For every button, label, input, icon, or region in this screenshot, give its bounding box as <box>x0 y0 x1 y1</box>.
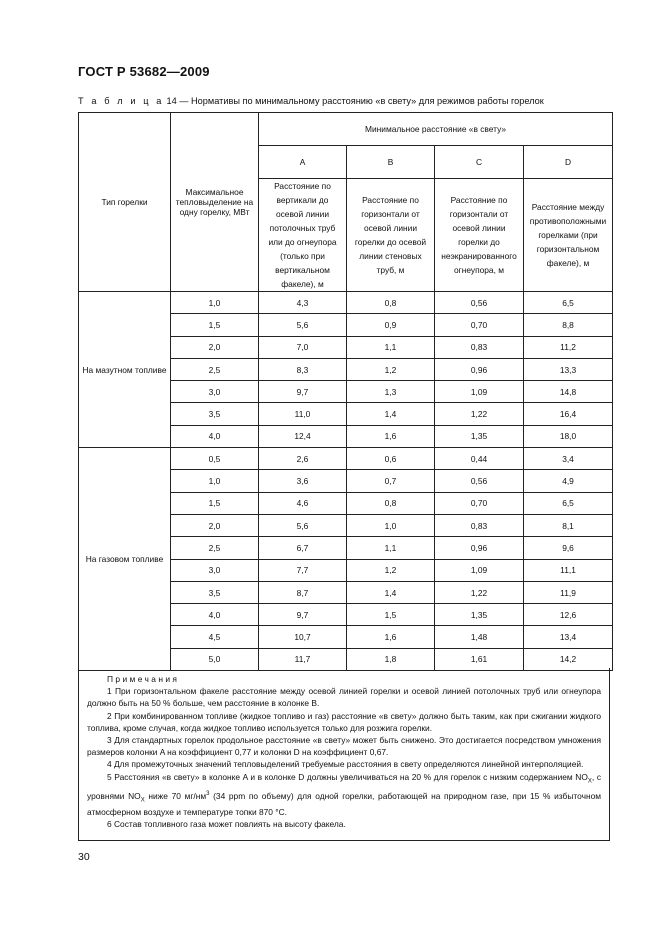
header-min-distance: Минимальное расстояние «в свету» <box>259 113 613 146</box>
table-notes <box>78 668 610 841</box>
header-desc-d: Расстояние между противоположными горелками (при горизонтальном факеле), м <box>524 179 613 292</box>
note-4: 4 Для промежуточных значений тепловыделений требуемые расстояния в свету определяются линейной интерполяцией. <box>107 759 584 770</box>
note-5-text-1: 5 Расстояния «в свету» в колонке A и в колонке D должны увеличиваться на 20 % для горелок с низким содержанием NO <box>107 771 588 782</box>
distance-cell: 4,6 <box>259 492 347 514</box>
power-cell: 3,0 <box>171 381 259 403</box>
header-col-c: C <box>435 146 524 179</box>
distance-cell: 6,5 <box>524 492 613 514</box>
table-row <box>79 292 613 314</box>
document-header: ГОСТ Р 53682—2009 <box>78 64 210 79</box>
distance-cell: 14,8 <box>524 381 613 403</box>
header-desc-b: Расстояние по горизонтали от осевой линии горелки до осевой линии стеновых труб, м <box>347 179 435 292</box>
distance-cell: 1,2 <box>347 358 435 380</box>
header-desc-c: Расстояние по горизонтали от осевой линии горелки до неэкранированного огнеупора, м <box>435 179 524 292</box>
distance-cell: 5,6 <box>259 314 347 336</box>
notes-heading: Примечания <box>107 674 180 684</box>
distance-cell: 1,6 <box>347 626 435 648</box>
distance-cell: 7,0 <box>259 336 347 358</box>
distance-cell: 6,7 <box>259 537 347 559</box>
header-desc-a: Расстояние по вертикали до осевой линии потолочных труб или до огнеупора (только при вертикальном факеле), м <box>259 179 347 292</box>
distance-cell: 1,09 <box>435 559 524 581</box>
distance-cell: 0,70 <box>435 314 524 336</box>
distance-cell: 4,9 <box>524 470 613 492</box>
distance-cell: 11,7 <box>259 648 347 670</box>
distance-cell: 0,83 <box>435 336 524 358</box>
distance-cell: 1,0 <box>347 514 435 536</box>
distance-cell: 11,0 <box>259 403 347 425</box>
table-caption-text: 14 — Нормативы по минимальному расстоянию «в свету» для режимов работы горелок <box>166 96 544 106</box>
distance-cell: 0,8 <box>347 492 435 514</box>
distance-cell: 0,7 <box>347 470 435 492</box>
distance-cell: 0,56 <box>435 470 524 492</box>
power-cell: 1,0 <box>171 292 259 314</box>
table-caption-label: Т а б л и ц а <box>78 96 164 106</box>
distance-cell: 0,96 <box>435 358 524 380</box>
power-cell: 1,0 <box>171 470 259 492</box>
note-5-sub-2: X <box>140 796 145 803</box>
distance-cell: 1,1 <box>347 336 435 358</box>
header-col-b: B <box>347 146 435 179</box>
table-row <box>79 448 613 470</box>
distance-cell: 13,4 <box>524 626 613 648</box>
power-cell: 5,0 <box>171 648 259 670</box>
distance-cell: 0,70 <box>435 492 524 514</box>
distance-cell: 1,61 <box>435 648 524 670</box>
distance-cell: 1,48 <box>435 626 524 648</box>
header-burner-type: Тип горелки <box>79 113 171 292</box>
distance-cell: 1,8 <box>347 648 435 670</box>
power-cell: 1,5 <box>171 314 259 336</box>
note-2: 2 При комбинированном топливе (жидкое топливо и газ) расстояние «в свету» должно быть таким, как при сжигании жидкого топлива, кроме случая, когда жидкое топливо используется только для розжига горелки. <box>87 710 601 733</box>
distance-cell: 9,7 <box>259 381 347 403</box>
distance-table <box>78 112 613 671</box>
distance-cell: 9,6 <box>524 537 613 559</box>
distance-cell: 1,2 <box>347 559 435 581</box>
distance-cell: 1,4 <box>347 581 435 603</box>
distance-cell: 2,6 <box>259 448 347 470</box>
distance-cell: 1,22 <box>435 581 524 603</box>
note-6: 6 Состав топливного газа может повлиять на высоту факела. <box>107 819 346 830</box>
distance-cell: 1,22 <box>435 403 524 425</box>
distance-cell: 8,7 <box>259 581 347 603</box>
distance-cell: 13,3 <box>524 358 613 380</box>
distance-cell: 0,83 <box>435 514 524 536</box>
distance-cell: 0,6 <box>347 448 435 470</box>
distance-cell: 3,4 <box>524 448 613 470</box>
power-cell: 2,5 <box>171 358 259 380</box>
note-3: 3 Для стандартных горелок продольное расстояние «в свету» может быть снижено. Это достигается посредством умножения размеров колонки A на коэффициент 0,77 и колонки D на коэффициент 0,67. <box>87 735 601 758</box>
distance-cell: 8,3 <box>259 358 347 380</box>
distance-cell: 1,09 <box>435 381 524 403</box>
header-max-power: Максимальное тепловыделение на одну горелку, МВт <box>171 113 259 292</box>
distance-cell: 11,2 <box>524 336 613 358</box>
note-5-text-3: ниже 70 мг/нм <box>144 790 207 801</box>
note-1: 1 При горизонтальном факеле расстояние между осевой линией горелки и осевой линией потолочных труб или огнеупора должно быть на 50 % больше, чем расстояние в колонке B. <box>87 686 601 709</box>
power-cell: 3,5 <box>171 581 259 603</box>
power-cell: 0,5 <box>171 448 259 470</box>
distance-cell: 0,44 <box>435 448 524 470</box>
power-cell: 2,0 <box>171 514 259 536</box>
distance-cell: 7,7 <box>259 559 347 581</box>
note-5-sub-1: X <box>587 778 592 785</box>
distance-cell: 12,4 <box>259 425 347 447</box>
power-cell: 2,5 <box>171 537 259 559</box>
power-cell: 4,5 <box>171 626 259 648</box>
distance-cell: 10,7 <box>259 626 347 648</box>
distance-cell: 1,1 <box>347 537 435 559</box>
page-number: 30 <box>78 851 90 863</box>
power-cell: 1,5 <box>171 492 259 514</box>
table-caption <box>78 96 598 106</box>
distance-cell: 3,6 <box>259 470 347 492</box>
distance-cell: 0,8 <box>347 292 435 314</box>
distance-cell: 11,9 <box>524 581 613 603</box>
header-col-d: D <box>524 146 613 179</box>
power-cell: 3,0 <box>171 559 259 581</box>
distance-cell: 1,5 <box>347 604 435 626</box>
distance-cell: 0,56 <box>435 292 524 314</box>
header-col-a: A <box>259 146 347 179</box>
distance-cell: 4,3 <box>259 292 347 314</box>
distance-cell: 12,6 <box>524 604 613 626</box>
distance-cell: 0,9 <box>347 314 435 336</box>
distance-cell: 14,2 <box>524 648 613 670</box>
power-cell: 2,0 <box>171 336 259 358</box>
distance-cell: 18,0 <box>524 425 613 447</box>
distance-cell: 1,4 <box>347 403 435 425</box>
distance-cell: 1,3 <box>347 381 435 403</box>
distance-cell: 5,6 <box>259 514 347 536</box>
fuel-type-cell: На мазутном топливе <box>79 292 171 448</box>
note-5-sup: 3 <box>206 790 210 797</box>
fuel-type-cell: На газовом топливе <box>79 448 171 671</box>
distance-cell: 11,1 <box>524 559 613 581</box>
note-5-text-4: (34 ppm по объему) для одной горелки, работающей на природном газе, при 15 % избыточном атмосферном воздухе и температуре топки 870 °C. <box>87 790 601 818</box>
distance-cell: 0,96 <box>435 537 524 559</box>
distance-cell: 8,1 <box>524 514 613 536</box>
distance-cell: 1,6 <box>347 425 435 447</box>
power-cell: 3,5 <box>171 403 259 425</box>
distance-cell: 1,35 <box>435 604 524 626</box>
power-cell: 4,0 <box>171 604 259 626</box>
distance-cell: 16,4 <box>524 403 613 425</box>
note-5-text-2: , с уровнями NO <box>87 771 602 801</box>
distance-cell: 1,35 <box>435 425 524 447</box>
power-cell: 4,0 <box>171 425 259 447</box>
distance-cell: 8,8 <box>524 314 613 336</box>
distance-cell: 6,5 <box>524 292 613 314</box>
note-5 <box>87 771 601 819</box>
distance-cell: 9,7 <box>259 604 347 626</box>
